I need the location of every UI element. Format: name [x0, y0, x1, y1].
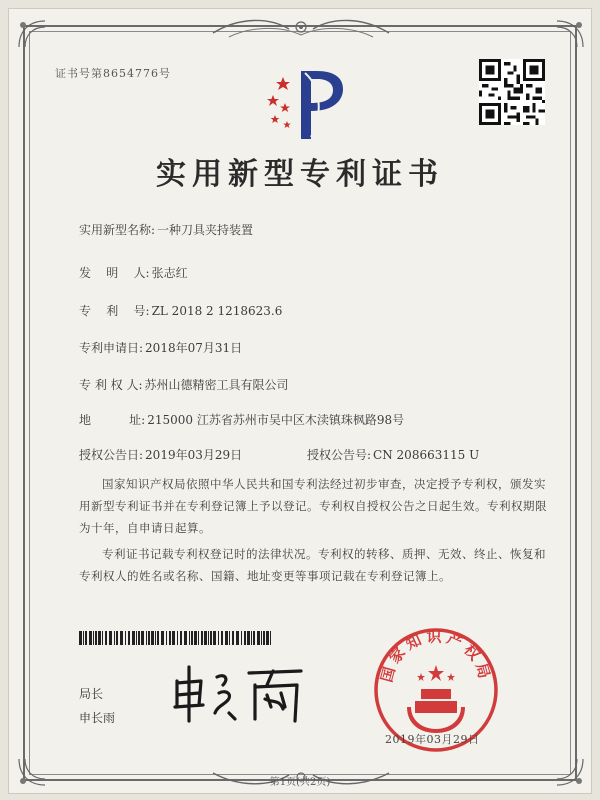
signatory-title: 局长: [79, 687, 104, 701]
field-label: 专 利 权 人:: [79, 378, 143, 392]
field-label: 实用新型名称:: [79, 223, 156, 237]
field-value: ZL 2018 2 1218623.6: [151, 304, 283, 318]
field-filing-date: [79, 339, 242, 356]
field-value: 215000 江苏省苏州市吴中区木渎镇珠枫路98号: [147, 413, 405, 427]
barcode: [79, 631, 275, 645]
field-label: 专利申请日:: [79, 341, 144, 355]
field-value: 2018年07月31日: [145, 341, 243, 355]
field-utility-model-name: [79, 221, 253, 238]
field-value: CN 208663115 U: [373, 448, 480, 462]
field-label: 专 利 号:: [79, 304, 150, 318]
field-label: 授权公告号:: [307, 448, 372, 462]
field-value: 张志红: [151, 266, 188, 280]
field-address: [79, 411, 404, 428]
patent-office-logo: [261, 65, 351, 145]
field-patent-number: [79, 302, 282, 319]
field-label: 授权公告日:: [79, 448, 144, 462]
handwritten-signature: [169, 659, 319, 729]
paragraph-grant-statement: 国家知识产权局依照中华人民共和国专利法经过初步审查，决定授予专利权，颁发实用新型专利证书并在专利登记簿上予以登记。专利权自授权公告之日起生效。专利权期限为十年，自申请日起算。: [79, 477, 547, 535]
page-footer: 第1页(共2页): [269, 777, 331, 788]
field-patentee: [79, 376, 289, 393]
field-grant-number: [307, 446, 479, 463]
seal-date: 2019年03月29日: [385, 733, 480, 746]
signatory-name: 申长雨: [79, 711, 116, 725]
certificate-number: 证书号第8654776号: [55, 67, 171, 80]
corner-ornament-top-right: [553, 17, 587, 51]
field-grant-date: [79, 446, 242, 463]
field-inventor: [79, 264, 188, 281]
certificate-page: [8, 8, 592, 794]
svg-text:国家知识产权局: 国家知识产权局: [377, 627, 495, 685]
field-label: 地 址:: [79, 413, 146, 427]
field-label: 发 明 人:: [79, 266, 150, 280]
field-value: 2019年03月29日: [145, 448, 243, 462]
top-ornament: [209, 15, 393, 41]
paragraph-legal-status: 专利证书记载专利权登记时的法律状况。专利权的转移、质押、无效、终止、恢复和专利权人的姓名或名称、国籍、地址变更等事项记载在专利登记簿上。: [79, 547, 546, 583]
qr-code: [479, 59, 545, 125]
certificate-title: 实用新型专利证书: [156, 157, 444, 192]
field-value: 苏州山德精密工具有限公司: [144, 378, 289, 392]
field-value: 一种刀具夹持装置: [157, 223, 254, 237]
corner-ornament-top-left: [15, 17, 49, 51]
